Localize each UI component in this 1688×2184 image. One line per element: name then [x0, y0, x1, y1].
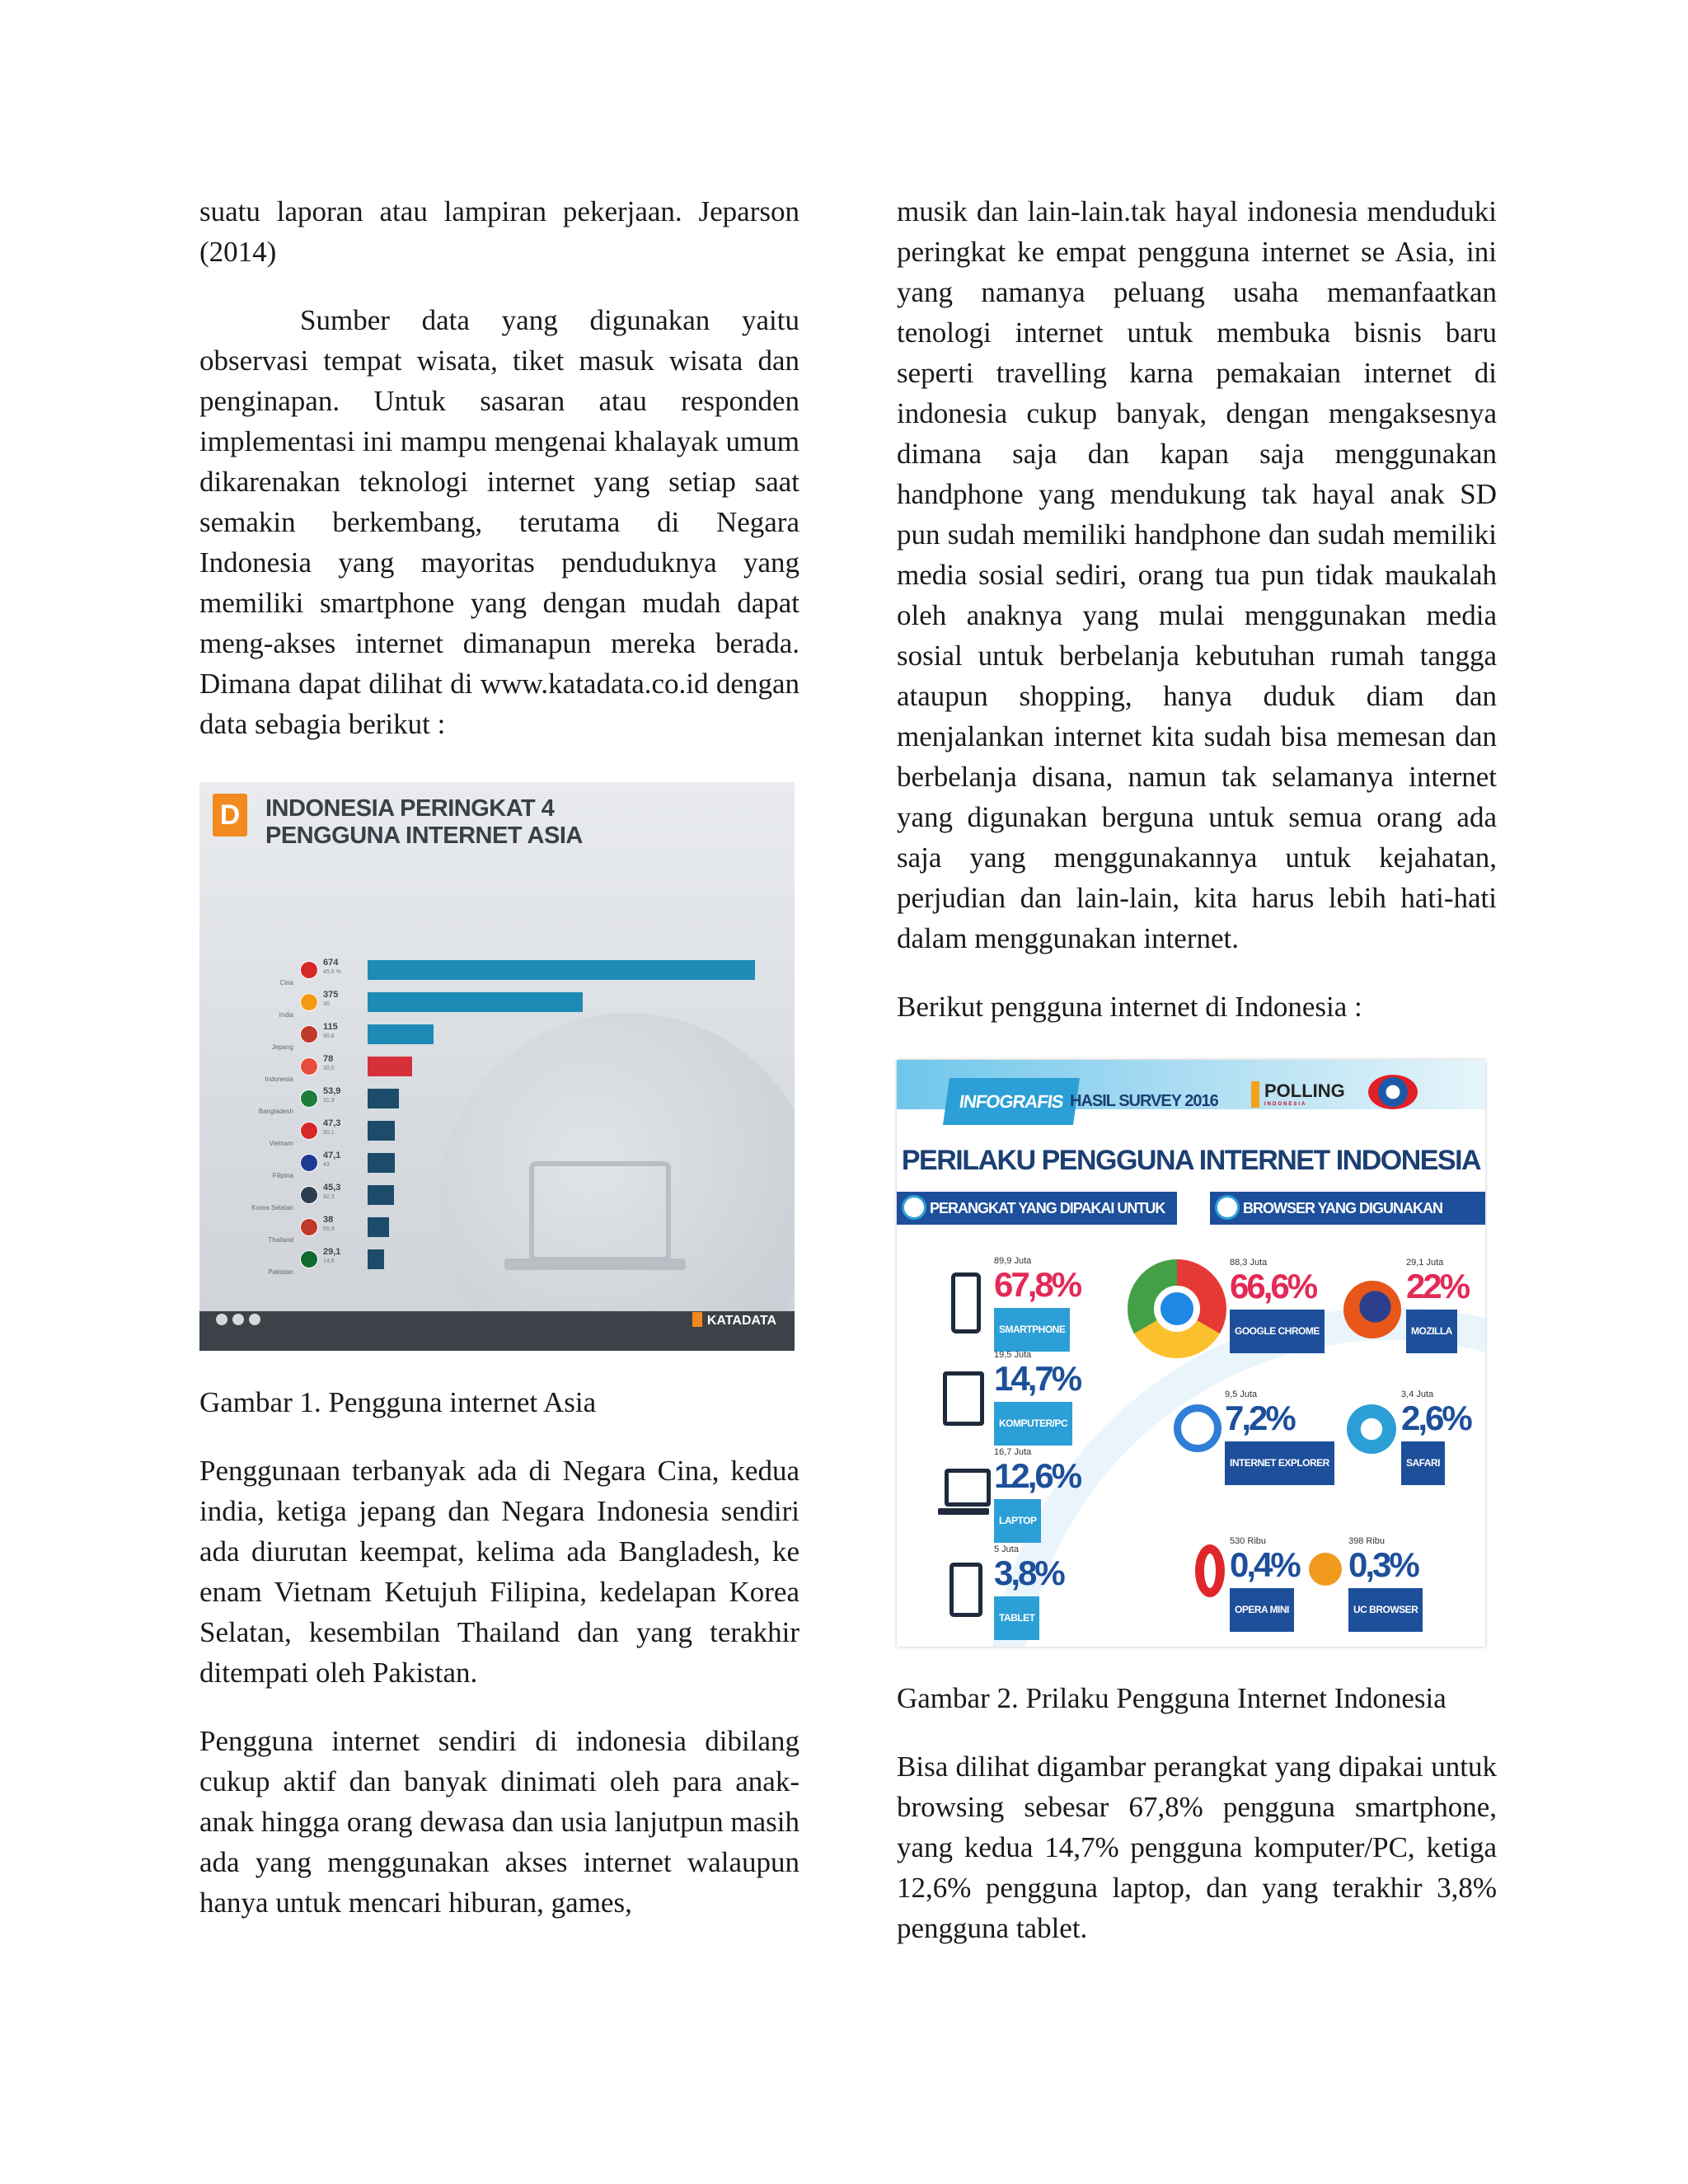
section-browsers-bar: [1210, 1192, 1485, 1225]
chrome-icon: [1128, 1259, 1226, 1358]
firefox-icon: [1343, 1281, 1401, 1338]
user-count-label: 375: [323, 990, 339, 1000]
country-name: Pakistan: [268, 1268, 293, 1276]
browser-percent: 7,2%: [1225, 1399, 1294, 1437]
country-row: [199, 1084, 795, 1116]
user-count-label: 29,1: [323, 1247, 341, 1257]
browser-count: 398 Ribu: [1348, 1536, 1386, 1546]
penetration-label: 90,8: [323, 1033, 335, 1039]
country-row: [199, 987, 795, 1019]
user-count-label: 78: [323, 1054, 334, 1064]
chart-bar: [368, 1217, 389, 1237]
country-name: Indonesia: [265, 1076, 293, 1083]
device-percent: 14,7%: [994, 1359, 1081, 1398]
section-devices-label: PERANGKAT YANG DIPAKAI UNTUK BROWSING: [930, 1200, 1165, 1249]
penetration-label: 43: [323, 1162, 330, 1168]
penetration-label: 50,1: [323, 1130, 335, 1136]
browser-count: 29,1 Juta: [1406, 1258, 1444, 1268]
globe-icon: [902, 1195, 926, 1220]
penetration-label: 31,9: [323, 1098, 335, 1104]
paragraph-pengguna-aktif: Pengguna internet sendiri di indonesia dibilang cukup aktif dan banyak dinimati oleh para anak-anak hingga orang dewasa dan usia lanjutpun masih ada yang menggunakan akses internet walaupun hanya untuk mencari hiburan, games,: [199, 1725, 799, 1919]
figure1-footer-bar: [199, 1311, 795, 1351]
browser-percent: 22%: [1406, 1267, 1469, 1305]
infografis-tag: INFOGRAFIS: [943, 1078, 1080, 1125]
right-column: [897, 191, 1497, 1948]
katadata-mark-icon: [692, 1312, 702, 1327]
smartphone-icon: [951, 1272, 981, 1333]
user-count-label: 47,3: [323, 1118, 341, 1128]
browser-chrome: [1230, 1258, 1325, 1353]
user-count-label: 674: [323, 958, 339, 968]
country-row: [199, 1212, 795, 1244]
laptop-icon: [945, 1469, 991, 1515]
browser-label: GOOGLE CHROME: [1230, 1310, 1325, 1353]
device-count: 19,5 Juta: [994, 1350, 1032, 1360]
device-label: TABLET: [994, 1596, 1039, 1640]
user-count-label: 38: [323, 1215, 334, 1225]
flag-icon: [300, 1025, 318, 1043]
chart-bar: [368, 992, 583, 1012]
chart-bar: [368, 1024, 434, 1044]
chart-bar: [368, 1185, 394, 1205]
katadata-brand: [692, 1301, 776, 1341]
chart-bar: [368, 1057, 412, 1076]
safari-icon: [1347, 1404, 1396, 1454]
browser-percent: 0,3%: [1348, 1545, 1418, 1584]
device-count: 5 Juta: [994, 1544, 1019, 1554]
paragraph-perangkat: Bisa dilihat digambar perangkat yang dipakai untuk browsing sebesar 67,8% pengguna smartphone, yang kedua 14,7% pengguna komputer/PC, ketiga 12,6% pengguna laptop, dan yang terakhir 3,8% pengguna tablet.: [897, 1750, 1497, 1944]
country-values: [323, 1021, 364, 1041]
chart-bar: [368, 960, 755, 980]
flag-icon: [300, 961, 318, 979]
browser-opera: [1230, 1536, 1299, 1632]
country-values: [323, 957, 364, 977]
country-row: [199, 955, 795, 987]
chart-bar: [368, 1089, 399, 1108]
figure1-title-line1: INDONESIA PERINGKAT 4: [265, 795, 555, 822]
browser-percent: 0,4%: [1230, 1545, 1299, 1584]
figure1-title-line2: PENGGUNA INTERNET ASIA: [265, 823, 583, 849]
country-values: [323, 1150, 364, 1169]
browser-count: 3,4 Juta: [1401, 1390, 1434, 1399]
country-name: Vietnam: [269, 1140, 293, 1147]
paragraph-1: suatu laporan atau lampiran pekerjaan. Jeparson (2014): [199, 195, 799, 268]
social-icons: [216, 1296, 265, 1336]
browser-safari: [1401, 1390, 1470, 1485]
country-values: [323, 1246, 364, 1266]
paragraph-musik: musik dan lain-lain.tak hayal indonesia menduduki peringkat ke empat pengguna internet se Asia, ini yang namanya peluang usaha memanfaatkan tenologi internet untuk membuka bisnis baru seperti travelling karna pemakaian internet di indonesia cukup banyak, dengan mengaksesnya dimana saja dan kapan saja menggunakan handphone yang mendukung tak hayal anak SD pun sudah memiliki handphone dan sudah memiliki media sosial sediri, orang tua pun tidak maukalah oleh anaknya yang mulai menggunakan media sosial untuk berbelanja kebutuhan rumah tangga ataupun shopping, hanya duduk diam dan menjalankan internet kita sudah bisa memesan dan berbelanja disana, namun tak selamanya internet yang digunakan berguna untuk semua orang ada saja yang menggunakannya untuk kejahatan, perjudian dan lain-lain, kita harus lebih hati-hati dalam menggunakan internet.: [897, 195, 1497, 954]
flag-icon: [300, 1186, 318, 1204]
survey-tag: HASIL SURVEY 2016: [1070, 1092, 1218, 1110]
country-row: [199, 1180, 795, 1212]
social-icon: [232, 1314, 244, 1325]
paragraph-ranking: Penggunaan terbanyak ada di Negara Cina, kedua india, ketiga jepang dan Negara Indonesia sendiri ada diurutan keempat, kelima ada Bangladesh, ke enam Vietnam Ketujuh Filipina, kedelapan Korea Selatan, kesembilan Thailand dan yang terakhir ditempati oleh Pakistan.: [199, 1455, 799, 1689]
country-name: Filipina: [272, 1172, 293, 1179]
section-devices-bar: [897, 1192, 1177, 1249]
figure1-caption: Gambar 1. Pengguna internet Asia: [199, 1386, 597, 1418]
device-percent: 3,8%: [994, 1554, 1063, 1592]
country-values: [323, 1182, 364, 1202]
country-row: [199, 1244, 795, 1277]
apjii-logo-icon: [1368, 1075, 1418, 1109]
flag-icon: [300, 1122, 318, 1140]
polling-logo: [1251, 1081, 1345, 1108]
figure-asia-internet-users: [199, 782, 795, 1351]
device-count: 16,7 Juta: [994, 1447, 1032, 1457]
figure2-heading: PERILAKU PENGGUNA INTERNET INDONESIA: [901, 1145, 1481, 1176]
uc-browser-icon: [1309, 1553, 1342, 1586]
social-icon: [216, 1314, 227, 1325]
device-count: 89,9 Juta: [994, 1256, 1032, 1266]
computer-icon: [943, 1371, 984, 1426]
browser-label: INTERNET EXPLORER: [1225, 1441, 1334, 1485]
katadata-logo-icon: D: [213, 794, 247, 837]
country-name: Bangladesh: [258, 1108, 293, 1115]
polling-logo-sub: INDONESIA: [1264, 1102, 1307, 1107]
penetration-label: 30: [323, 1001, 330, 1007]
internet-explorer-icon: [1174, 1404, 1221, 1452]
country-name: Korea Selatan: [251, 1204, 293, 1212]
flag-icon: [300, 1250, 318, 1268]
device-label: SMARTPHONE: [994, 1308, 1070, 1352]
katadata-brand-text: KATADATA: [706, 1314, 776, 1328]
device-tablet: [994, 1544, 1063, 1640]
flag-icon: [300, 1090, 318, 1108]
polling-logo-text: POLLING: [1264, 1080, 1345, 1101]
chart-bar: [368, 1121, 395, 1141]
browser-label: UC BROWSER: [1348, 1588, 1423, 1632]
figure2-caption: Gambar 2. Prilaku Pengguna Internet Indonesia: [897, 1682, 1447, 1714]
user-count-label: 47,1: [323, 1151, 341, 1160]
penetration-label: 14,6: [323, 1258, 335, 1264]
country-name: India: [279, 1011, 293, 1019]
country-row: [199, 1116, 795, 1148]
figure1-title: [265, 795, 583, 850]
browser-mozilla: [1406, 1258, 1468, 1353]
paragraph-sumber-data: Sumber data yang digunakan yaitu observasi tempat wisata, tiket masuk wisata dan penginapan. Untuk sasaran atau responden implementasi ini mampu mengenai khalayak umum dikarenakan teknologi internet yang setiap saat semakin berkembang, terutama di Negara Indonesia yang mayoritas penduduknya yang memiliki smartphone yang dengan mudah dapat meng-akses internet dimanapun mereka berada. Dimana dapat dilihat di www.katadata.co.id dengan data sebagia berikut :: [199, 304, 799, 740]
browser-count: 9,5 Juta: [1225, 1390, 1258, 1399]
browser-label: MOZILLA: [1406, 1310, 1457, 1353]
browser-uc: [1348, 1536, 1423, 1632]
device-percent: 67,8%: [994, 1265, 1081, 1304]
flag-icon: [300, 993, 318, 1011]
country-name: Jepang: [271, 1043, 293, 1051]
flag-icon: [300, 1057, 318, 1076]
left-column: [199, 191, 799, 1923]
globe-icon: [1215, 1195, 1240, 1220]
browser-count: 530 Ribu: [1230, 1536, 1267, 1546]
paragraph-berikut: Berikut pengguna internet di Indonesia :: [897, 991, 1362, 1023]
user-count-label: 115: [323, 1022, 338, 1032]
country-row: [199, 1148, 795, 1180]
country-name: Thailand: [268, 1236, 293, 1244]
device-percent: 12,6%: [994, 1456, 1081, 1495]
penetration-label: 45,5 %: [323, 969, 341, 975]
tablet-icon: [950, 1563, 982, 1617]
user-count-label: 45,3: [323, 1183, 341, 1193]
device-laptop: [994, 1447, 1080, 1543]
country-values: [323, 1053, 364, 1073]
chart-bar: [368, 1153, 395, 1173]
country-values: [323, 1118, 364, 1137]
opera-icon: [1195, 1544, 1225, 1597]
device-label: KOMPUTER/PC: [994, 1402, 1072, 1446]
device-smartphone: [994, 1256, 1080, 1352]
browser-percent: 2,6%: [1401, 1399, 1470, 1437]
country-row: [199, 1019, 795, 1052]
user-count-label: 53,9: [323, 1086, 341, 1096]
browser-percent: 66,6%: [1230, 1267, 1316, 1305]
social-icon: [249, 1314, 260, 1325]
device-computer: [994, 1350, 1080, 1446]
country-values: [323, 989, 364, 1009]
penetration-label: 30,5: [323, 1066, 335, 1071]
country-name: Cina: [279, 979, 293, 987]
browser-ie: [1225, 1390, 1334, 1485]
chart-bar: [368, 1249, 384, 1269]
penetration-label: 92,3: [323, 1194, 335, 1200]
section-browsers-label: BROWSER YANG DIGUNAKAN: [1243, 1200, 1443, 1216]
browser-count: 88,3 Juta: [1230, 1258, 1268, 1268]
browser-label: SAFARI: [1401, 1441, 1445, 1485]
device-label: LAPTOP: [994, 1499, 1041, 1543]
browser-label: OPERA MINI: [1230, 1588, 1294, 1632]
country-values: [323, 1214, 364, 1234]
penetration-label: 55,9: [323, 1226, 335, 1232]
country-values: [323, 1085, 364, 1105]
flag-icon: [300, 1218, 318, 1236]
flag-icon: [300, 1154, 318, 1172]
country-row: [199, 1052, 795, 1084]
figure1-bar-chart: [199, 955, 795, 1277]
figure-survey-infographic: [897, 1060, 1485, 1647]
